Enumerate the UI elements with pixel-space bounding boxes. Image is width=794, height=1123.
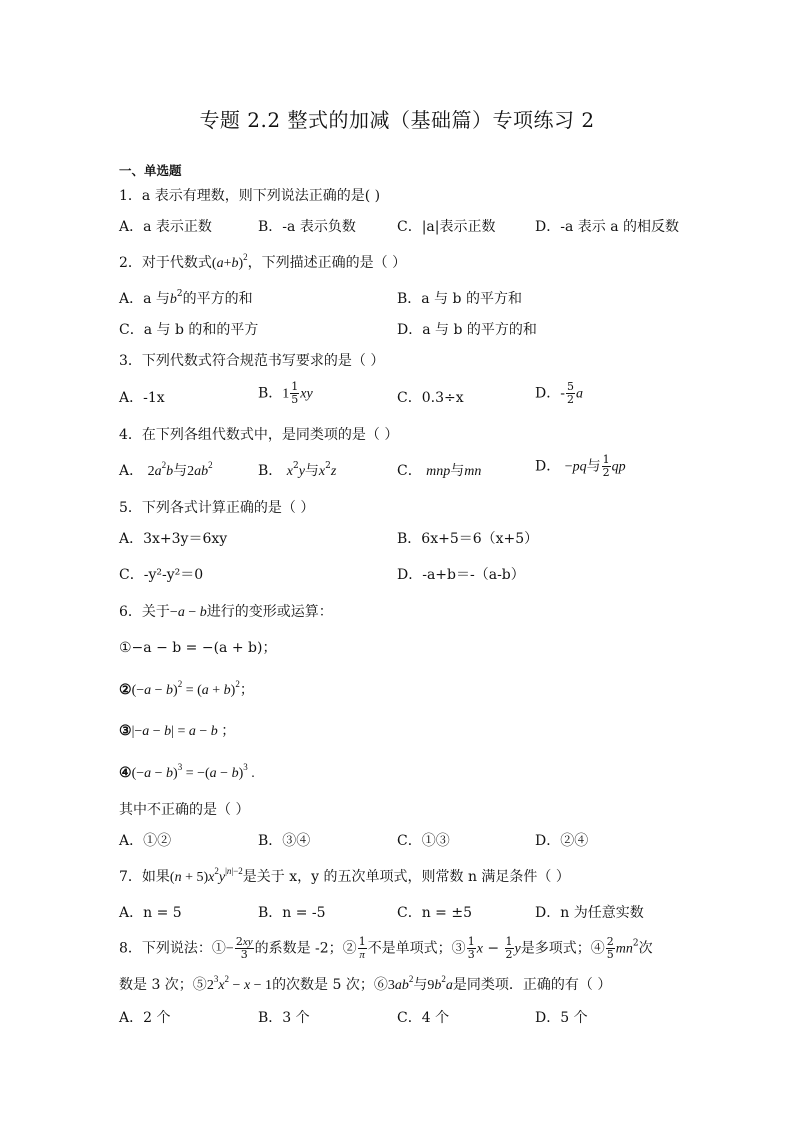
q2-stem-suffix: ，下列描述正确的是（ ） bbox=[247, 255, 407, 271]
q6-item-3: ③|−a − b| = a − b ； bbox=[119, 723, 236, 739]
q2-option-d: D．a 与 b 的平方的和 bbox=[397, 322, 537, 338]
q5-option-d: D．-a+b＝-（a-b） bbox=[397, 567, 525, 583]
q4-option-a: A． $2a^2b$与$2ab^2$ bbox=[119, 460, 213, 479]
q6-option-b: B．③④ bbox=[258, 833, 311, 849]
q3-option-a: A．-1x bbox=[119, 390, 165, 406]
q7-stem: 7．如果$(n + 5)x^2y^{|n|-2}$是关于 x，y 的五次单项式，则常数 n 满足条件（ ） bbox=[119, 866, 570, 885]
q1-option-d: D．-a 表示 a 的相反数 bbox=[535, 219, 679, 235]
q4-with: 与 bbox=[586, 458, 601, 475]
q6-item-4-label: ④ bbox=[119, 765, 132, 781]
page-title: 专题 2.2 整式的加减（基础篇）专项练习 2 bbox=[199, 108, 595, 132]
q2-stem bbox=[119, 254, 406, 273]
q6-item-1: ①−a − b = −(a + b)； bbox=[119, 640, 277, 656]
q2-option-b: B．a 与 b 的平方和 bbox=[397, 291, 522, 307]
q1-stem: 1．a 表示有理数，则下列说法正确的是( ) bbox=[119, 188, 381, 204]
q8-option-d: D．5 个 bbox=[535, 1010, 588, 1026]
q8-part-1: 的系数是 -2；② bbox=[254, 940, 357, 957]
q2-option-a-prefix: A．a 与 bbox=[119, 291, 170, 307]
q7-option-c: C．n = ±5 bbox=[397, 905, 472, 921]
q7-stem-suffix: 是关于 x，y 的五次单项式，则常数 n 满足条件（ ） bbox=[242, 869, 570, 885]
q4-option-a-label: A． bbox=[119, 463, 144, 479]
q6-stem: 6．关于−a − b进行的变形或运算： bbox=[119, 604, 333, 620]
q6-item-2-label: ② bbox=[119, 682, 132, 698]
q8-prefix: 8．下列说法：① bbox=[119, 940, 226, 957]
q6-option-a: A．①② bbox=[119, 833, 172, 849]
q4-with: 与 bbox=[173, 463, 188, 479]
q6-item-3-label: ③ bbox=[119, 723, 132, 739]
q8-line-2: 数是 3 次；$⑤2^3x^2 - x - 1$的次数是 5 次；$⑥3ab^2$与$9b^2a$是同类项．正确的有（ ） bbox=[119, 974, 612, 993]
q6-option-c: C．①③ bbox=[397, 833, 450, 849]
q8-option-b: B．3 个 bbox=[258, 1010, 310, 1026]
q1-option-c: C．|a|表示正数 bbox=[397, 219, 496, 235]
q3-option-d-label: D．- bbox=[535, 385, 565, 402]
q3-option-b: B．1 $\frac{1}{5}$ xy bbox=[258, 380, 313, 406]
q6-tail: 其中不正确的是（ ） bbox=[119, 802, 250, 818]
q2-option-a: A．a 与$b^2$的平方的和 bbox=[119, 289, 253, 307]
q4-option-c: C． mnp与mn bbox=[397, 463, 482, 479]
q2-stem-prefix: 2．对于代数式 bbox=[119, 255, 212, 271]
q5-option-b: B．6x+5＝6（x+5） bbox=[397, 531, 539, 547]
q2-expression: $(a+b)^2$ bbox=[211, 252, 248, 271]
q4-option-d: D． −pq与 $\frac{1}{2}$ qp bbox=[535, 453, 626, 479]
q8-line-1: 8．下列说法：①− $\frac{2xy}{3}$ 的系数是 -2；② $\frac{1}{\pi}$ 不是单项式；③ $\frac{1}{3}$ x − $\frac{1}{2}$ y是多项式；④ $\frac{2}{5}$ $mn^2$次 bbox=[119, 935, 653, 961]
q8-part-3: 是多项式；④ bbox=[520, 940, 605, 957]
q2-option-c: C．a 与 b 的和的平方 bbox=[119, 322, 259, 338]
q8-line2-b: 的次数是 5 次；⑥ bbox=[272, 977, 388, 993]
q8-option-a: A．2 个 bbox=[119, 1010, 171, 1026]
q7-option-b: B．n = -5 bbox=[258, 905, 326, 921]
q4-option-d-label: D． bbox=[535, 458, 561, 475]
q4-option-b-label: B． bbox=[258, 463, 283, 479]
q6-item-2: ②(−a − $b)^2 = (a + b)^2$； bbox=[119, 679, 254, 698]
q4-stem: 4．在下列各组代数式中，是同类项的是（ ） bbox=[119, 427, 399, 443]
q4-with: 与 bbox=[304, 463, 319, 479]
q7-stem-prefix: 7．如果 bbox=[119, 869, 170, 885]
q4-option-b: B． $x^2y$与$x^2z$ bbox=[258, 461, 337, 479]
q2-option-a-suffix: 的平方的和 bbox=[182, 291, 253, 307]
q7-option-a: A．n = 5 bbox=[119, 905, 182, 921]
q6-stem-suffix: 进行的变形或运算： bbox=[206, 604, 333, 620]
q6-stem-prefix: 6．关于 bbox=[119, 604, 170, 620]
q8-part-4: 次 bbox=[638, 940, 653, 957]
q8-option-c: C．4 个 bbox=[397, 1010, 450, 1026]
q8-line2-a: 数是 3 次；⑤ bbox=[119, 977, 207, 993]
q1-option-b: B．-a 表示负数 bbox=[258, 219, 356, 235]
q8-part-2: 不是单项式；③ bbox=[367, 940, 466, 957]
q8-line2-c: 是同类项．正确的有（ ） bbox=[452, 977, 612, 993]
q1-option-a: A．a 表示正数 bbox=[119, 219, 212, 235]
q6-item-4: ④(−a − $b)^3 = -(a - b)^3$ . bbox=[119, 762, 255, 781]
section-heading: 一、单选题 bbox=[119, 163, 182, 178]
q3-stem: 3．下列代数式符合规范书写要求的是（ ） bbox=[119, 353, 385, 369]
q6-option-d: D．②④ bbox=[535, 833, 589, 849]
q7-option-d: D．n 为任意实数 bbox=[535, 905, 644, 921]
q4-with: 与 bbox=[450, 463, 465, 479]
q5-stem: 5．下列各式计算正确的是（ ） bbox=[119, 500, 315, 516]
q4-option-c-label: C． bbox=[397, 463, 422, 479]
q5-option-c: C．-y²-y²＝0 bbox=[119, 567, 204, 583]
q3-option-c: C．0.3÷x bbox=[397, 390, 464, 406]
q3-option-b-label: B． bbox=[258, 385, 283, 402]
q3-option-d: D．- $\frac{5}{2}$ a bbox=[535, 380, 583, 406]
q5-option-a: A．3x+3y＝6xy bbox=[119, 531, 228, 547]
